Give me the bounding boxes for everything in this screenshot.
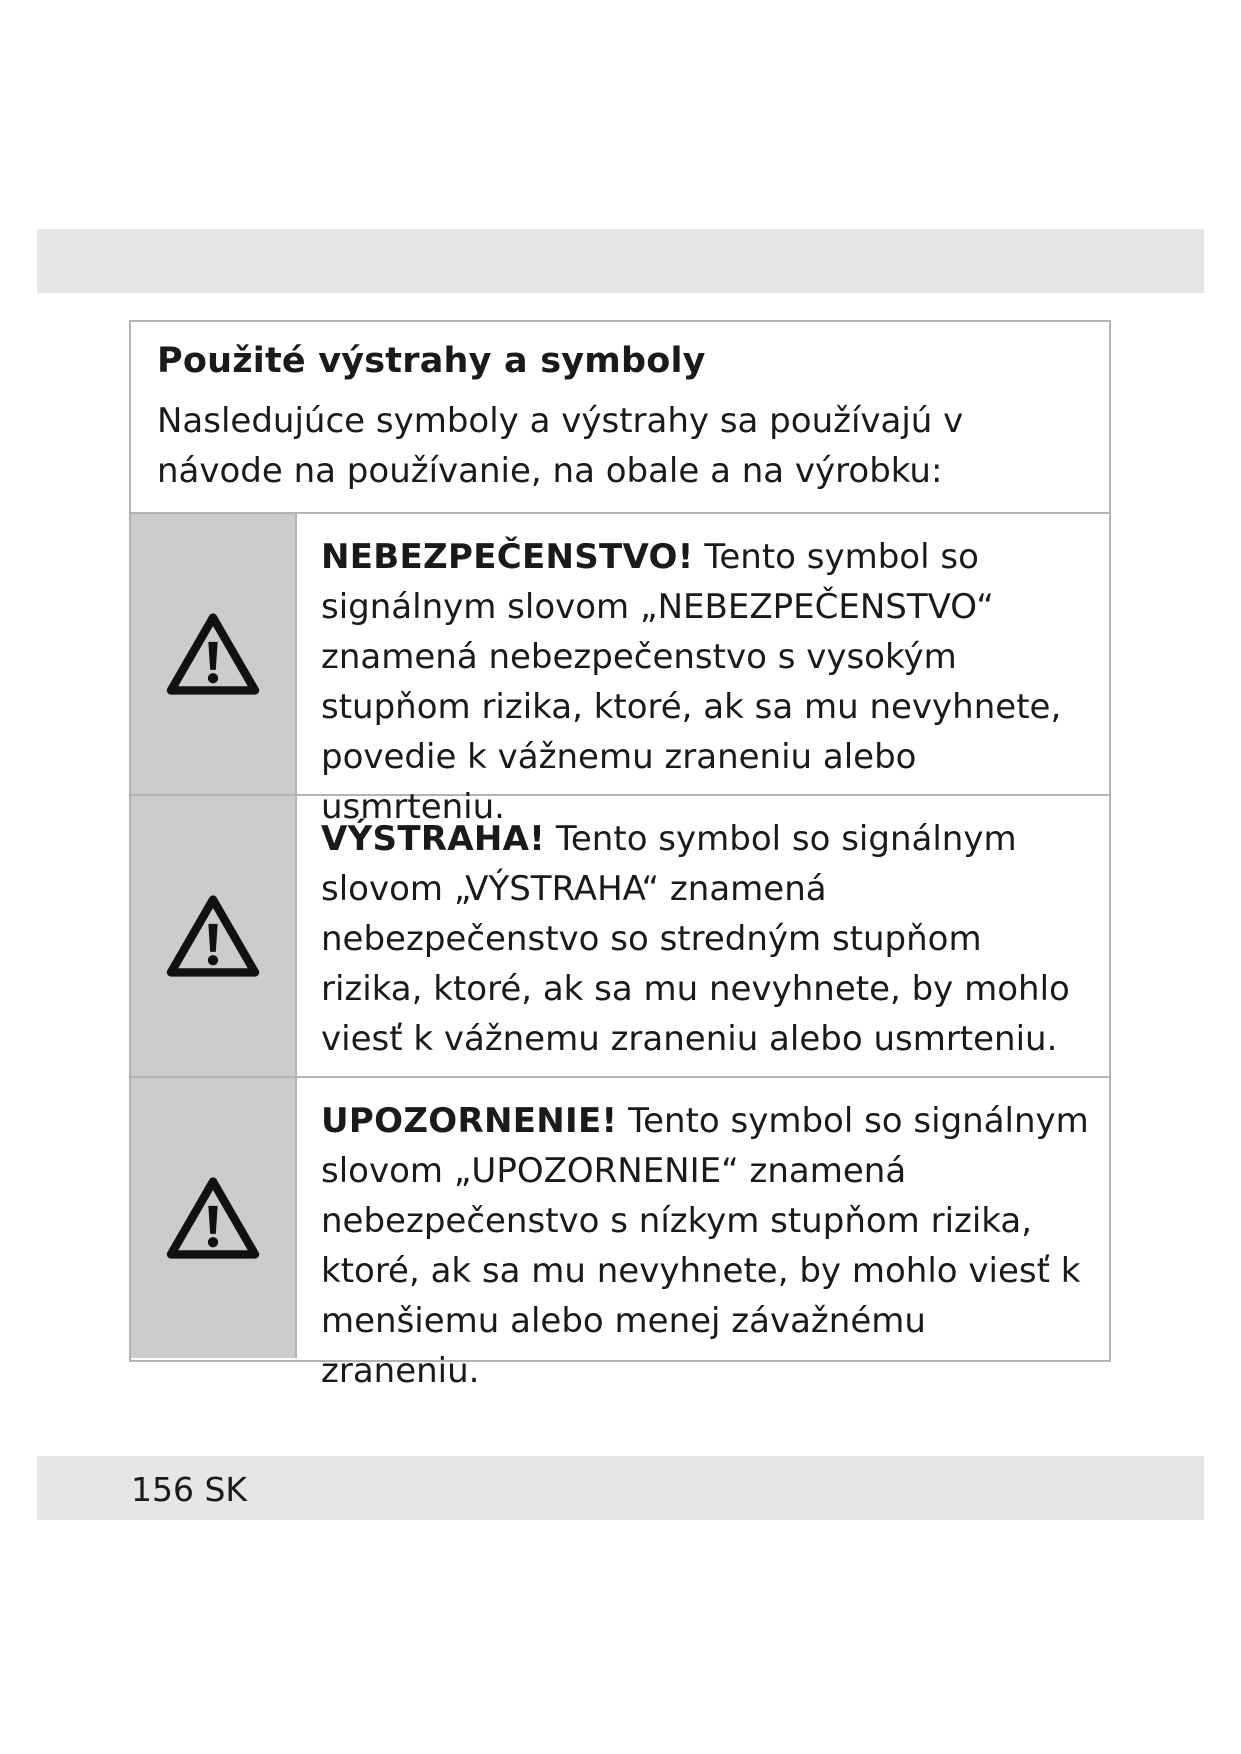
signal-word: VÝSTRAHA! <box>321 819 546 859</box>
warning-description: Tento symbol so signálnym slovom „VÝSTRAHA“ znamená nebezpečenstvo so stredným stupňom rizika, ktoré, ak sa mu nevyhnete, by mohlo viesť k vážnemu zraneniu alebo usmrteniu. <box>321 819 1070 1059</box>
section-title: Použité výstrahy a symboly <box>157 341 706 381</box>
warning-triangle-icon <box>166 894 260 978</box>
warning-triangle-icon <box>166 1176 260 1260</box>
warning-description: Tento symbol so signálnym slovom „UPOZORNENIE“ znamená nebezpečenstvo s nízkym stupňom rizika, ktoré, ak sa mu nevyhnete, by mohlo viesť k menšiemu alebo menej závažnému zraneniu. <box>321 1101 1089 1391</box>
warning-row-caution <box>131 1078 1109 1391</box>
icon-cell <box>131 1078 297 1358</box>
signal-word: UPOZORNENIE! <box>321 1101 618 1141</box>
warning-triangle-icon <box>166 612 260 696</box>
intro-text: Nasledujúce symboly a výstrahy sa používajú v návode na používanie, na obale a na výrobku: <box>157 400 964 491</box>
warnings-table <box>129 320 1111 1391</box>
warning-text <box>297 1078 1109 1391</box>
intro-section <box>131 322 1109 514</box>
warning-text <box>297 514 1109 827</box>
warning-row-danger <box>131 514 1109 827</box>
icon-cell <box>131 796 297 1076</box>
signal-word: NEBEZPEČENSTVO! <box>321 537 694 577</box>
warning-description: Tento symbol so signálnym slovom „NEBEZPEČENSTVO“ znamená nebezpečenstvo s vysokým stupňom rizika, ktoré, ak sa mu nevyhnete, povedie k vážnemu zraneniu alebo usmrteniu. <box>321 537 1062 827</box>
warning-text <box>297 796 1109 1076</box>
icon-cell <box>131 514 297 794</box>
page-number: 156 SK <box>131 1470 248 1509</box>
header-band <box>37 229 1204 293</box>
warning-row-warning <box>131 796 1109 1078</box>
